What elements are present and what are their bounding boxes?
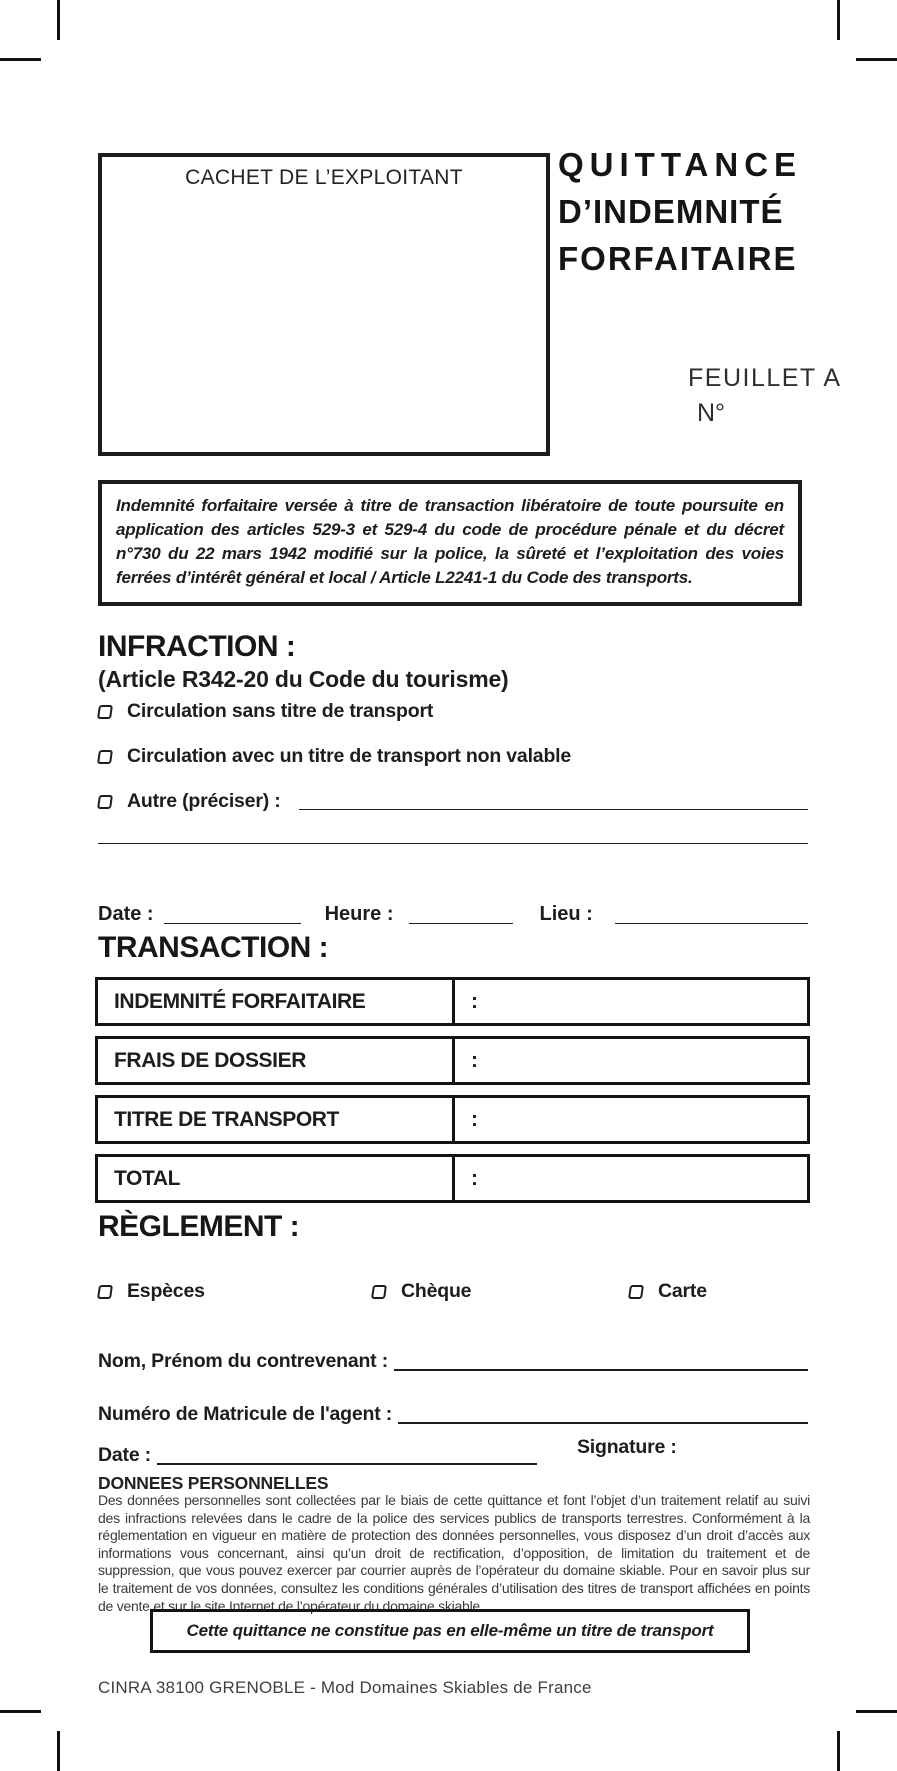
checkbox-circulation-sans-titre[interactable] — [97, 705, 113, 719]
infraction-date-line[interactable] — [164, 923, 301, 924]
infraction-option-titre-non-valable — [98, 745, 808, 768]
date-signature-row — [98, 1436, 808, 1467]
crop-mark-bottom-left-vertical — [57, 1731, 60, 1771]
colon: : — [471, 989, 478, 1013]
form-title-line-2: D’INDEMNITÉ — [558, 193, 784, 230]
transaction-row-total — [95, 1154, 810, 1203]
form-title-line-1: QUITTANCE — [558, 146, 803, 183]
transaction-value-frais[interactable] — [455, 1039, 807, 1082]
autre-fill-line[interactable] — [299, 809, 808, 810]
transaction-label-total: TOTAL — [98, 1157, 455, 1200]
infraction-option-autre — [98, 790, 808, 813]
crop-mark-bottom-right-horizontal — [856, 1710, 897, 1713]
transaction-label-titre: TITRE DE TRANSPORT — [98, 1098, 455, 1141]
infraction-heading: INFRACTION : — [98, 630, 296, 663]
transaction-value-total[interactable] — [455, 1157, 807, 1200]
imprint-line: CINRA 38100 GRENOBLE - Mod Domaines Skiables de France — [98, 1678, 592, 1697]
checkbox-cheque[interactable] — [371, 1285, 387, 1299]
crop-mark-top-right-horizontal — [856, 58, 897, 61]
colon: : — [471, 1166, 478, 1190]
crop-mark-bottom-right-vertical — [837, 1731, 840, 1771]
crop-mark-top-left-vertical — [57, 0, 60, 40]
infraction-heure-line[interactable] — [409, 923, 513, 924]
checkbox-carte[interactable] — [628, 1285, 644, 1299]
donnees-personnelles-body: Des données personnelles sont collectées par le biais de cette quittance et font l’objet d’un traitement relatif au suivi des infractions relevées dans le cadre de la police des services publics de transports terrestres. Conformément à la réglementation en vigueur en matière de protection des données personnelles, vous disposez d’un droit d’accès aux informations vous concernant, ainsi qu’un droit de rectification, d’opposition, de limitation du traitement et de suppression, que vous pouvez exercer par courrier auprès de l’opérateur du domaine skiable. Pour en savoir plus sur le traitement de vos données, consultez les conditions générales d’utilisation des titres de transport affichées en points de vente et sur le site Internet de l’opérateur du domaine skiable. — [98, 1492, 810, 1614]
checkbox-label-sans-titre: Circulation sans titre de transport — [127, 700, 434, 722]
checkbox-label-cheque: Chèque — [401, 1280, 472, 1302]
feuillet-label: FEUILLET A — [688, 364, 842, 392]
cachet-exploitant-box — [98, 153, 550, 456]
footer-notice-box — [150, 1609, 750, 1653]
form-title-line-3: FORFAITAIRE — [558, 240, 798, 277]
form-title — [558, 141, 820, 282]
transaction-label-frais: FRAIS DE DOSSIER — [98, 1039, 455, 1082]
colon: : — [471, 1048, 478, 1072]
numero-label: N° — [697, 399, 726, 427]
checkbox-label-especes: Espèces — [127, 1280, 205, 1302]
reglement-option-carte — [629, 1280, 707, 1303]
crop-mark-top-right-vertical — [837, 0, 840, 40]
transaction-value-indemnite[interactable] — [455, 980, 807, 1023]
crop-mark-top-left-horizontal — [0, 58, 41, 61]
contrevenant-row — [98, 1350, 808, 1373]
cachet-exploitant-label: CACHET DE L’EXPLOITANT — [185, 166, 463, 189]
matricule-row — [98, 1403, 808, 1426]
infraction-date-label: Date : — [98, 903, 154, 925]
transaction-row-frais — [95, 1036, 810, 1085]
checkbox-label-titre-non-valable: Circulation avec un titre de transport non valable — [127, 745, 572, 767]
checkbox-label-carte: Carte — [658, 1280, 707, 1302]
infraction-lieu-line[interactable] — [615, 923, 808, 924]
infraction-heure-label: Heure : — [324, 903, 394, 925]
matricule-label: Numéro de Matricule de l'agent : — [98, 1403, 393, 1425]
reglement-heading: RÈGLEMENT : — [98, 1210, 300, 1243]
infraction-date-heure-lieu-row — [98, 903, 808, 926]
reglement-option-cheque — [372, 1280, 471, 1303]
transaction-heading: TRANSACTION : — [98, 931, 329, 964]
transaction-label-indemnite: INDEMNITÉ FORFAITAIRE — [98, 980, 455, 1023]
signature-label: Signature : — [576, 1436, 677, 1458]
checkbox-autre[interactable] — [97, 795, 113, 809]
contrevenant-fill-line[interactable] — [394, 1369, 808, 1371]
checkbox-label-autre: Autre (préciser) : — [127, 790, 281, 812]
legal-notice-box — [98, 480, 802, 606]
matricule-fill-line[interactable] — [398, 1422, 808, 1424]
reglement-date-label: Date : — [98, 1444, 151, 1466]
crop-mark-bottom-left-horizontal — [0, 1710, 41, 1713]
transaction-value-titre[interactable] — [455, 1098, 807, 1141]
infraction-lieu-label: Lieu : — [539, 903, 593, 925]
legal-notice-text: Indemnité forfaitaire versée à titre de transaction libératoire de toute poursuite en application des articles 529-3 et 529-4 du code de procédure pénale et du décret n°730 du 22 mars 1942 modifié sur la police, la sûreté et l’exploitation des voies ferrées d’intérêt général et local / Article L2241-1 du Code des transports. — [116, 496, 784, 587]
autre-continuation-line[interactable] — [98, 843, 808, 844]
infraction-subheading: (Article R342-20 du Code du tourisme) — [98, 666, 509, 692]
donnees-personnelles-heading: DONNEES PERSONNELLES — [98, 1473, 329, 1493]
transaction-row-indemnite — [95, 977, 810, 1026]
reglement-option-especes — [98, 1280, 205, 1303]
reglement-date-fill-line[interactable] — [157, 1463, 537, 1465]
checkbox-circulation-titre-non-valable[interactable] — [97, 750, 113, 764]
colon: : — [471, 1107, 478, 1131]
footer-notice-text: Cette quittance ne constitue pas en elle-même un titre de transport — [186, 1621, 714, 1640]
transaction-row-titre — [95, 1095, 810, 1144]
checkbox-especes[interactable] — [97, 1285, 113, 1299]
contrevenant-label: Nom, Prénom du contrevenant : — [98, 1350, 388, 1372]
infraction-option-sans-titre — [98, 700, 808, 723]
